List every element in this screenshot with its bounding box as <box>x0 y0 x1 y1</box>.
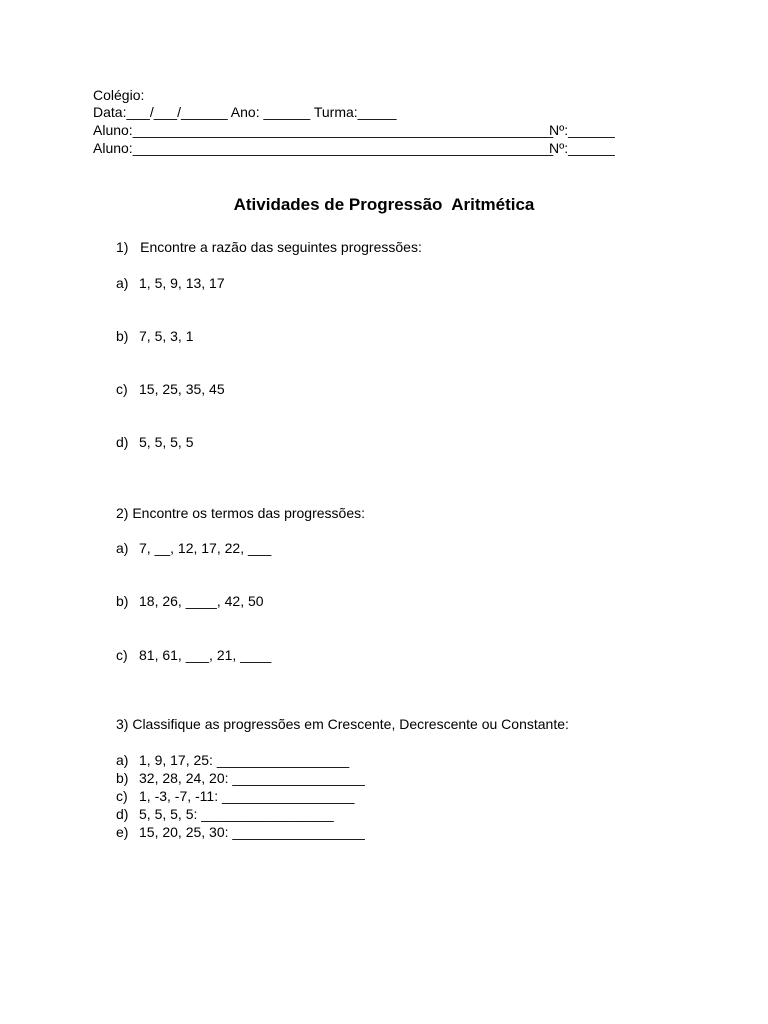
q1-item-d-text: 5, 5, 5, 5 <box>139 434 194 450</box>
q3-item-e-text: 15, 20, 25, 30: _________________ <box>139 824 365 840</box>
q1-item-b-text: 7, 5, 3, 1 <box>139 328 194 344</box>
q3-item-d-label: d) <box>116 806 129 822</box>
school-field: Colégio: <box>93 87 145 103</box>
q2-item-c-label: c) <box>116 647 128 663</box>
q1-item-c-label: c) <box>116 381 128 397</box>
date-year-class-line: Data:___/___/______ Ano: ______ Turma:_____ <box>93 104 397 120</box>
question-3-prompt: 3) Classifique as progressões em Crescente, Decrescente ou Constante: <box>116 716 569 732</box>
q2-item-a-label: a) <box>116 540 129 556</box>
q1-item-a-text: 1, 5, 9, 13, 17 <box>139 275 225 291</box>
q3-item-c-text: 1, -3, -7, -11: _________________ <box>139 788 355 804</box>
q2-item-c-text: 81, 61, ___, 21, ____ <box>139 647 272 663</box>
q3-item-b-text: 32, 28, 24, 20: _________________ <box>139 770 365 786</box>
q3-item-b-label: b) <box>116 770 129 786</box>
page-title: Atividades de Progressão Aritmética <box>233 195 535 214</box>
q1-item-a-label: a) <box>116 275 129 291</box>
q2-item-a-text: 7, __, 12, 17, 22, ___ <box>139 540 272 556</box>
q3-item-c-label: c) <box>116 788 128 804</box>
q3-item-d-text: 5, 5, 5, 5: _________________ <box>139 806 334 822</box>
student-number-line-2: Nº:______ <box>549 140 615 156</box>
student-name-line-2: Aluno:______________________________________________________ <box>93 140 554 156</box>
q3-item-e-label: e) <box>116 824 129 840</box>
q1-item-b-label: b) <box>116 328 129 344</box>
q3-item-a-text: 1, 9, 17, 25: _________________ <box>139 752 350 768</box>
q2-item-b-text: 18, 26, ____, 42, 50 <box>139 593 264 609</box>
q3-item-a-label: a) <box>116 752 129 768</box>
q2-item-b-label: b) <box>116 593 129 609</box>
student-number-line-1: Nº:______ <box>549 122 615 138</box>
question-1-prompt: 1) Encontre a razão das seguintes progressões: <box>116 239 422 255</box>
q1-item-d-label: d) <box>116 434 129 450</box>
q1-item-c-text: 15, 25, 35, 45 <box>139 381 225 397</box>
student-name-line-1: Aluno:______________________________________________________ <box>93 122 554 138</box>
question-2-prompt: 2) Encontre os termos das progressões: <box>116 505 366 521</box>
